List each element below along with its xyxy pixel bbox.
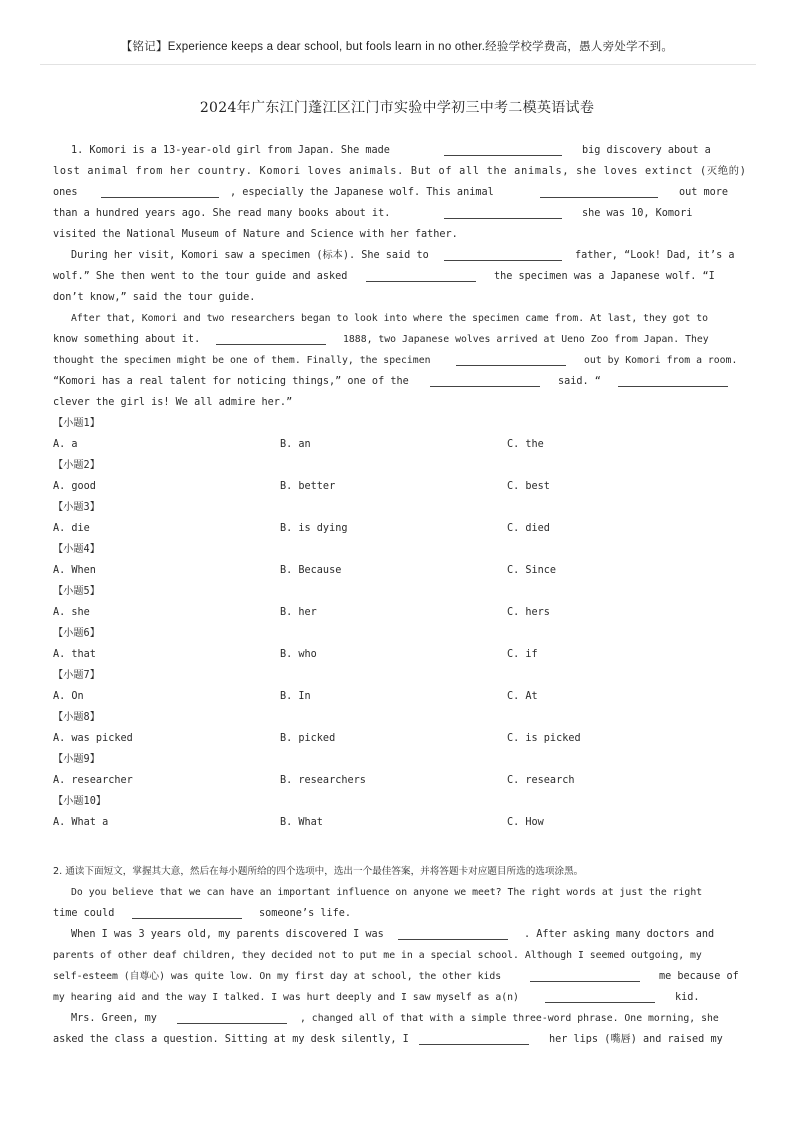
option-c[interactable]: C. died (507, 523, 550, 534)
passage-line: kid. (675, 992, 700, 1003)
option-a[interactable]: A. was picked (53, 733, 133, 744)
subquestion-label: 【小题2】 (53, 460, 100, 471)
option-c[interactable]: C. How (507, 817, 544, 828)
passage-line: After that, Komori and two researchers began to look into where the specimen came from. At last, they got to (71, 313, 709, 324)
option-c[interactable]: C. At (507, 691, 538, 702)
option-a[interactable]: A. a (53, 439, 78, 450)
answer-blank[interactable] (618, 376, 728, 387)
answer-blank[interactable] (444, 208, 562, 219)
answer-blank[interactable] (540, 187, 658, 198)
passage-line: self-esteem (自尊心) was quite low. On my first day at school, the other kids (53, 971, 502, 982)
subquestion-label: 【小题7】 (53, 670, 100, 681)
passage-line: lost animal from her country. Komori loves animals. But of all the animals, she loves extinct (灭绝的) (53, 166, 747, 177)
answer-blank[interactable] (398, 929, 508, 940)
option-b[interactable]: B. In (280, 691, 311, 702)
passage-line: out more (679, 187, 729, 198)
passage-line: 1888, two Japanese wolves arrived at Ueno Zoo from Japan. They (343, 334, 709, 345)
passage-line: out by Komori from a room. (584, 355, 738, 366)
passage-line: than a hundred years ago. She read many books about it. (53, 208, 391, 219)
passage-line: wolf.” She then went to the tour guide and asked (53, 271, 348, 282)
subquestion-label: 【小题8】 (53, 712, 100, 723)
passage-line: thought the specimen might be one of them. Finally, the specimen (53, 355, 431, 366)
question-instruction: 2. 通读下面短文，掌握其大意，然后在每小题所给的四个选项中，选出一个最佳答案，并将答题卡对应题目所选的选项涂黑。 (53, 866, 584, 877)
passage-line: parents of other deaf children, they decided not to put me in a special school. Although I seemed outgoing, my (53, 950, 702, 961)
option-b[interactable]: B. is dying (280, 523, 348, 534)
subquestion-label: 【小题9】 (53, 754, 100, 765)
option-b[interactable]: B. Because (280, 565, 342, 576)
passage-line: Do you believe that we can have an important influence on anyone we meet? The right words at just the right (71, 887, 703, 898)
subquestion-label: 【小题4】 (53, 544, 100, 555)
option-a[interactable]: A. researcher (53, 775, 133, 786)
passage-line: she was 10, Komori (582, 208, 693, 219)
subquestion-label: 【小题10】 (53, 796, 107, 807)
option-a[interactable]: A. that (53, 649, 96, 660)
answer-blank[interactable] (545, 992, 655, 1003)
option-b[interactable]: B. researchers (280, 775, 366, 786)
option-c[interactable]: C. Since (507, 565, 557, 576)
answer-blank[interactable] (177, 1013, 287, 1024)
option-a[interactable]: A. she (53, 607, 90, 618)
answer-blank[interactable] (530, 971, 640, 982)
passage-line: ones (53, 187, 78, 198)
passage-line: Mrs. Green, my (71, 1013, 157, 1024)
option-c[interactable]: C. the (507, 439, 544, 450)
passage-line: During her visit, Komori saw a specimen (标本). She said to (71, 250, 429, 261)
option-c[interactable]: C. best (507, 481, 550, 492)
passage-line: “Komori has a real talent for noticing things,” one of the (53, 376, 409, 387)
subquestion-label: 【小题3】 (53, 502, 100, 513)
option-c[interactable]: C. if (507, 649, 538, 660)
answer-blank[interactable] (444, 145, 562, 156)
option-b[interactable]: B. who (280, 649, 317, 660)
option-c[interactable]: C. hers (507, 607, 550, 618)
page-title: 2024年广东江门蓬江区江门市实验中学初三中考二模英语试卷 (199, 100, 595, 116)
option-a[interactable]: A. When (53, 565, 96, 576)
answer-blank[interactable] (430, 376, 540, 387)
option-b[interactable]: B. an (280, 439, 311, 450)
answer-blank[interactable] (132, 908, 242, 919)
header-divider (40, 64, 756, 65)
answer-blank[interactable] (456, 355, 566, 366)
passage-line: time could (53, 908, 115, 919)
answer-blank[interactable] (101, 187, 219, 198)
option-b[interactable]: B. picked (280, 733, 336, 744)
answer-blank[interactable] (366, 271, 476, 282)
motto: 【铭记】Experience keeps a dear school, but fools learn in no other.经验学校学费高，愚人旁处学不到。 (120, 41, 674, 53)
passage-line: my hearing aid and the way I talked. I was hurt deeply and I saw myself as a(n) (53, 992, 519, 1003)
option-a[interactable]: A. die (53, 523, 90, 534)
option-b[interactable]: B. What (280, 817, 323, 828)
option-a[interactable]: A. On (53, 691, 84, 702)
subquestion-label: 【小题1】 (53, 418, 100, 429)
option-c[interactable]: C. is picked (507, 733, 581, 744)
passage-line: said. “ (558, 376, 601, 387)
option-a[interactable]: A. What a (53, 817, 109, 828)
passage-line: her lips (嘴唇) and raised my (549, 1034, 723, 1045)
passage-line: know something about it. (53, 334, 201, 345)
answer-blank[interactable] (216, 334, 326, 345)
answer-blank[interactable] (444, 250, 562, 261)
option-b[interactable]: B. better (280, 481, 336, 492)
option-a[interactable]: A. good (53, 481, 96, 492)
passage-line: 1. Komori is a 13-year-old girl from Japan. She made (71, 145, 390, 156)
passage-line: big discovery about a (582, 145, 711, 156)
subquestion-label: 【小题6】 (53, 628, 100, 639)
passage-line: . After asking many doctors and (524, 929, 715, 940)
passage-line: , changed all of that with a simple three-word phrase. One morning, she (300, 1013, 719, 1024)
passage-line: don’t know,” said the tour guide. (53, 292, 256, 303)
passage-line: When I was 3 years old, my parents discovered I was (71, 929, 384, 940)
answer-blank[interactable] (419, 1034, 529, 1045)
passage-line: clever the girl is! We all admire her.” (53, 397, 293, 408)
passage-line: , especially the Japanese wolf. This animal (230, 187, 494, 198)
passage-line: visited the National Museum of Nature and Science with her father. (53, 229, 458, 240)
passage-line: someone’s life. (259, 908, 352, 919)
option-c[interactable]: C. research (507, 775, 575, 786)
option-b[interactable]: B. her (280, 607, 317, 618)
passage-line: asked the class a question. Sitting at my desk silently, I (53, 1034, 409, 1045)
passage-line: me because of (659, 971, 739, 982)
subquestion-label: 【小题5】 (53, 586, 100, 597)
passage-line: father, “Look! Dad, it’s a (575, 250, 735, 261)
passage-line: the specimen was a Japanese wolf. “I (494, 271, 715, 282)
